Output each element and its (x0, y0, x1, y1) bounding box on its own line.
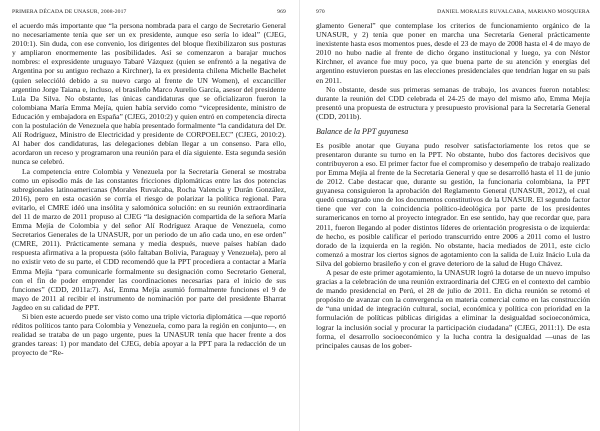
section-heading: Balance de la PPT guyanesa (316, 127, 409, 137)
right-header-title: DANIEL MORALES RUVALCABA, MARIANO MOSQUERA (437, 9, 590, 15)
book-gutter (299, 0, 300, 431)
left-body-text (12, 21, 286, 425)
paragraph: La competencia entre Colombia y Venezuela por la Secretaría General se mostraba como un episodio más de las constantes fricciones diplomáticas entre las dos potencias subregionales latinoamericanas (Morales Ruvalcaba, Rocha Valencia y Durán González, 2016), pero en esta ocasión se corría el riesgo de polarizar la política regional. Para evitarlo, el CMRE idéó una insólita y salomónica solución: en su reunión extraordinaria del 11 de marzo de 2011 propuso al CJEG “la designación compartida de la señora María Emma Mejía de Colombia y del señor Alí Rodríguez Araque de Venezuela, como Secretarios Generales de la UNASUR, por un periodo de un año cada uno, en ese orden” (CMRE, 2011). Prácticamente semana y media después, nueve países habían dado respuesta afirmativa a la propuesta (sólo faltaban Bolivia, Paraguay y Venezuela), pero al no existir veto de su parte, el CDD recomendó que la PPT procediera a contactar a María Emma Mejía “para comunicarle formalmente su designación como Secretario General, con el fin de poder emprender las coordinaciones necesarias para el inicio de sus funciones” (CDD, 2011a:7). Así, Emma Mejía asumió formalmente funciones el 9 de mayo de 2011 al recibir el instrumento de nominación por parte del presidente Bharrat Jagdeo en su calidad de PPT. (12, 166, 286, 312)
left-page-number: 969 (277, 9, 286, 15)
right-body-text (316, 21, 590, 425)
paragraph: Si bien este acuerdo puede ser visto como una triple victoria diplomática —que reportó réditos políticos tanto para Colombia y Venezuela, como para la región en conjunto—, en realidad se trataba de un pago urgente, pues la UNASUR tenía que hacer frente a dos grandes tareas: 1) por mandato del CJEG, debía apoyar a la PPT para la redacción de un proyecto de “Re- (12, 312, 286, 358)
paragraph: glamento General” que contemplase los criterios de funcionamiento orgánico de la UNASUR, y 2) tenía que poner en marcha una Secretaría General prácticamente inexistente hasta esos momentos pues, desde el 23 de mayo de 2008 hasta el 4 de mayo de 2010 no hubo nadie al frente de dicho órgano institucional y luego, ya con Néstor Kirchner, el avance fue muy poco, ya que buena parte de su atención y energías del argentino estuvieron puestas en las elecciones presidenciales que tendrían lugar en su país en 2011. (316, 21, 590, 85)
left-header-title: PRIMERA DÉCADA DE UNASUR, 2008-2017 (12, 9, 127, 15)
right-page (316, 0, 590, 431)
left-page (12, 0, 286, 431)
paragraph: el acuerdo más importante que “la persona nombrada para el cargo de Secretario General no necesariamente tenía que ser un ex presidente, aunque eso sería lo ideal” (CJEG, 2010:1). Sin duda, con ese convenio, los dirigentes del bloque flexibilizaron sus posturas y ampliaron enormemente las posibilidades. Así se comenzaron a barajar muchos nombres: el expresidente uruguayo Tabaré Vázquez (quien se enfrentó a la negativa de Argentina por su antiguo rechazo a Kirchner), la ex presidenta chilena Michelle Bachelet (quien seleccióló debido a su nuevo cargo al frente de UN Women), el excanciller argentino Jorge Taiana e, incluso, el brasileño Marco Aurelio García, asesor del presidente Lula Da Silva. No obstante, las únicas candidaturas que se oficializaron fueron la colombiana María Emma Mejía, quien había servido como “vicepresidente, ministro de Educación y embajadora en España” (CJEG, 2010:2) y quien entró en competencia directa con la postulación de Venezuela que había presentado formalmente “la candidatura del Dr. Alí Rodríguez, Ministro de Electricidad y presidente de CORPOELEC” (CJEG, 2010:2). Al haber dos candidaturas, las delegaciones debían llegar a un consenso. Para ello, acordaron un receso y programaron una reunión para el día siguiente. Esta segunda sesión nunca se celebró. (12, 21, 286, 167)
right-page-number: 970 (316, 9, 325, 15)
paragraph: Es posible anotar que Guyana pudo resolver satisfactoriamente los retos que se presentaron durante su turno en la PPT. No obstante, hubo dos factores decisivos que contribuyeron a eso. El primer factor fue el compromiso y desempeño de trabajo realizado por Emma Mejía al frente de la Secretaría General y que se desarrolló hasta el 11 de junio de 2012. Cabe destacar que, durante su gestión, la funcionaria colombiana, la PPT guyanesa consiguieron la aprobación del Reglamento General (UNASUR, 2012), el cual quedó consagrado uno de los documentos constitutivos de la UNASUR. El segundo factor tiene que ver con la coincidencia político-ideológica por parte de los presidentes suramericanos en torno al proyecto integrador. En ese sentido, hay que recordar que, para 2011, fueron llegando al poder distintos líderes de orientación progresista o de izquierda: de hecho, es posible calificar el periodo transcurrido entre 2006 a 2011 como el lustro dorado de la izquierda en la región. No obstante, hacia mediados de 2011, este ciclo comenzó a mostrar los ciertos signos de agotamiento con la salida de Luiz Inácio Lula da Silva del gobierno brasileño y con el grave deterioro de la salud de Hugo Chávez. (316, 140, 590, 268)
right-running-header (316, 7, 590, 17)
paragraph: No obstante, desde sus primeras semanas de trabajo, los avances fueron notables: durante la reunión del CDD celebrada el 24-25 de mayo del mismo año, Emma Mejía presentó una propuesta de estructura y presupuesto provisional para la Secretaría General (CDD, 2011b). (316, 84, 590, 121)
paragraph: A pesar de este primer agotamiento, la UNASUR logró la dotarse de un nuevo impulso gracias a la celebración de una reunión extraordinaria del CJEG en el contexto del cambio de mando presidencial en Perú, el 28 de julio de 2011. En dicha reunión se retomó el propósito de avanzar con la convergencia en materia comercial como en las construcción de “una unidad de integración cultural, social, económica y política con prioridad en la formulación de políticas públicas dirigidas a eliminar la desigualdad socioeconómica, lograr la inclusión social y procurar la participación ciudadana” (CJEG, 2011:1). De esta forma, el desarrollo socioeconómico y la lucha contra la desigualdad —unas de las principales causas de los gober- (316, 267, 590, 350)
left-running-header (12, 7, 286, 17)
